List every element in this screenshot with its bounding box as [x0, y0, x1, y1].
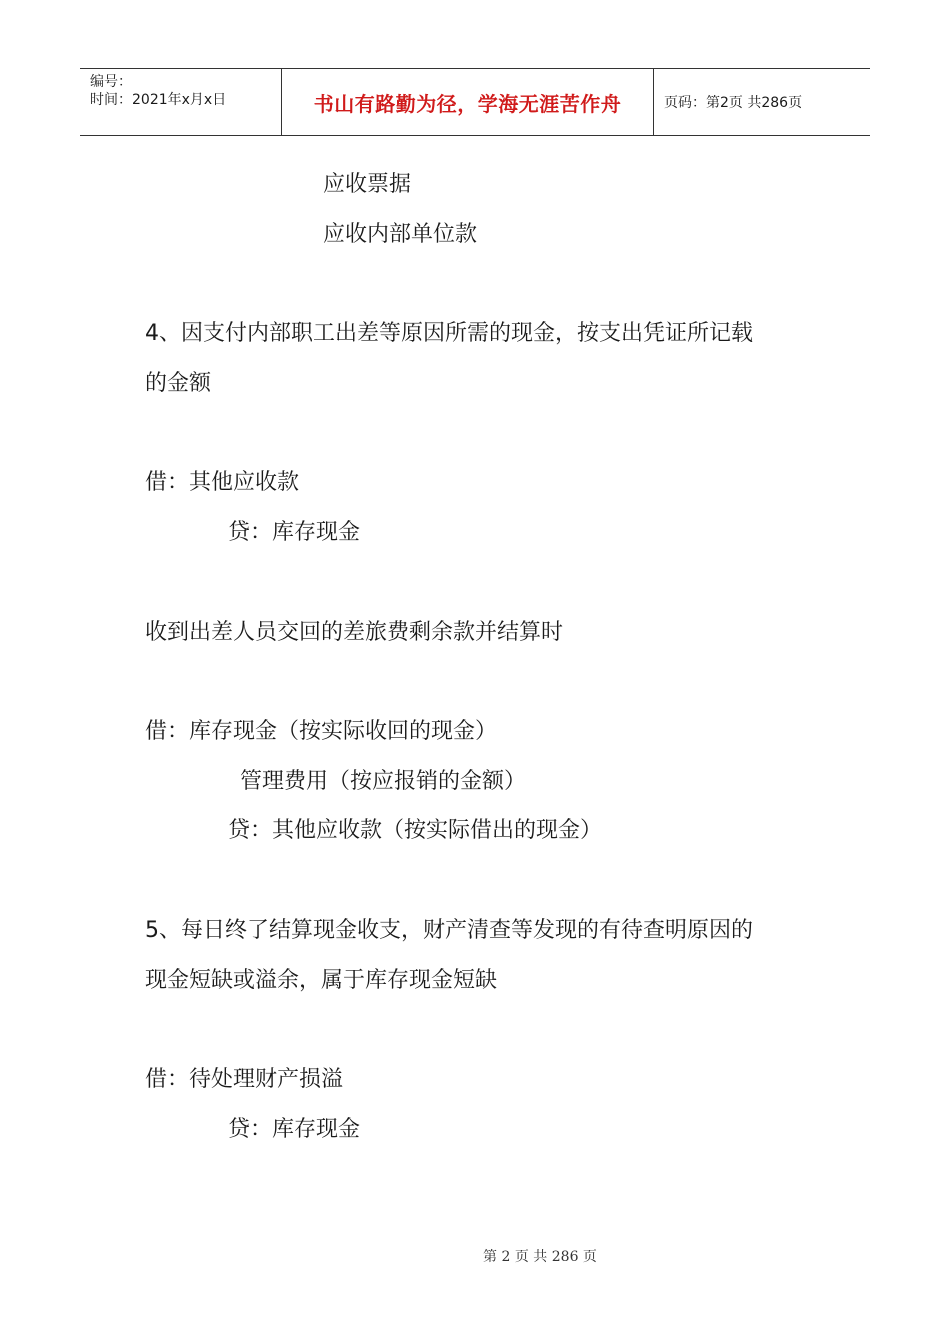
page-footer: 第 2 页 共 286 页	[483, 1249, 597, 1265]
document-time-label: 时间：2021年x月x日	[90, 92, 227, 108]
text-line-debit-cash: 借：库存现金（按实际收回的现金）	[145, 719, 498, 744]
text-line-credit-other-receivables: 贷：其他应收款（按实际借出的现金）	[228, 818, 603, 843]
text-line-internal-receivable: 应收内部单位款	[323, 222, 478, 247]
header-page-info: 页码：第2页 共286页	[664, 95, 803, 111]
text-line-item-5-cont: 现金短缺或溢余，属于库存现金短缺	[145, 968, 498, 993]
text-line-admin-expenses: 管理费用（按应报销的金额）	[240, 769, 527, 794]
header-motto: 书山有路勤为径，学海无涯苦作舟	[282, 69, 654, 135]
text-line-credit-cash: 贷：库存现金	[228, 520, 361, 545]
text-line-debit-other-receivables: 借：其他应收款	[145, 470, 300, 495]
text-line-bills-receivable: 应收票据	[323, 172, 412, 197]
text-line-credit-cash-2: 贷：库存现金	[228, 1117, 361, 1142]
text-line-debit-pending-loss: 借：待处理财产损溢	[145, 1067, 344, 1092]
text-line-item-5: 5、每日终了结算现金收支，财产清查等发现的有待查明原因的	[145, 918, 753, 943]
document-number-label: 编号：	[90, 74, 132, 90]
text-line-settlement: 收到出差人员交回的差旅费剩余款并结算时	[145, 620, 564, 645]
text-line-item-4-cont: 的金额	[145, 371, 212, 396]
document-header	[80, 68, 870, 136]
text-line-item-4: 4、因支付内部职工出差等原因所需的现金，按支出凭证所记载	[145, 321, 753, 346]
header-meta	[80, 69, 282, 135]
